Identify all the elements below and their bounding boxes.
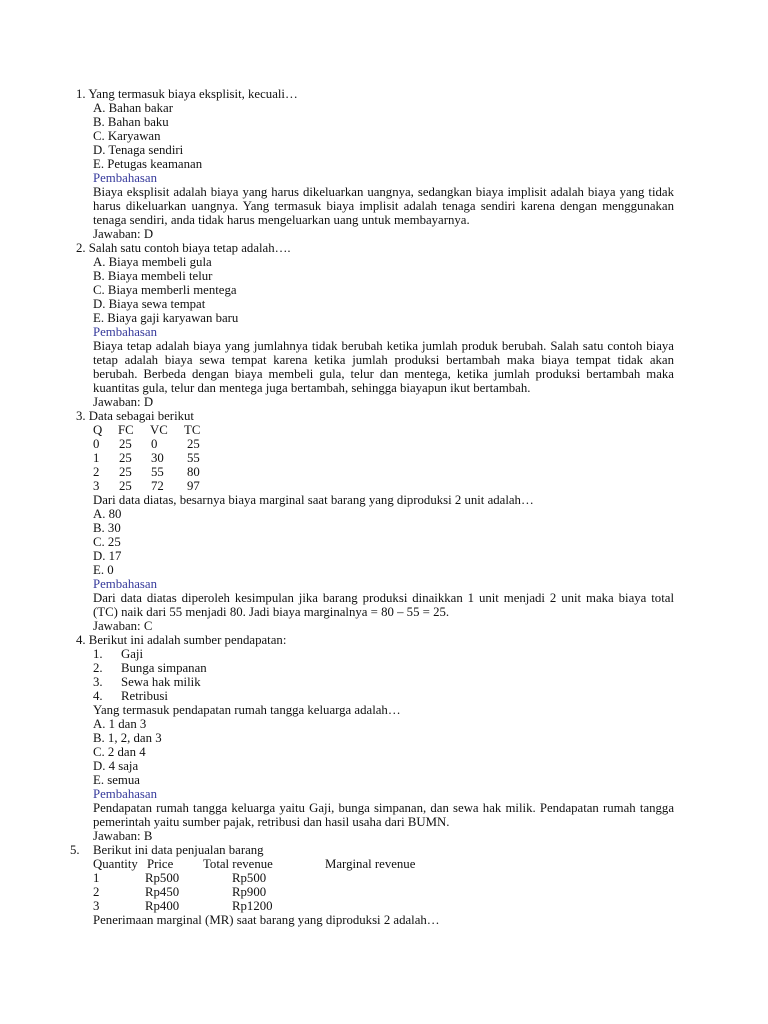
table-cell: Rp900	[232, 885, 267, 899]
answer-option: B. 1, 2, dan 3	[93, 731, 162, 745]
table-header-cell: TC	[184, 423, 201, 437]
answer-key: Jawaban: D	[93, 227, 154, 241]
table-cell: 30	[151, 451, 164, 465]
list-item-text: Gaji	[121, 647, 144, 661]
discussion-line: berubah. Berbeda dengan biaya membeli gula, telur dan mentega, ketika jumlah produksi bertambah maka	[93, 367, 674, 381]
table-cell: Rp400	[145, 899, 180, 913]
answer-option: D. 4 saja	[93, 759, 139, 773]
table-row	[0, 885, 768, 899]
list-item-number: 2.	[93, 661, 103, 675]
question-1	[0, 87, 768, 241]
question-text: Dari data diatas, besarnya biaya marginal saat barang yang diproduksi 2 unit adalah…	[93, 493, 534, 507]
list-item	[0, 661, 768, 675]
list-item-number: 4.	[93, 689, 103, 703]
answer-option: D. 17	[93, 549, 122, 563]
table-cell: 3	[93, 479, 100, 493]
table-row	[0, 465, 768, 479]
question-5	[0, 843, 768, 927]
table-header-cell: Quantity	[93, 857, 138, 871]
table-cell: Rp1200	[232, 899, 273, 913]
discussion-line: tenaga sendiri, anda tidak harus mengeluarkan uang untuk membayarnya.	[93, 213, 470, 227]
answer-option: A. 1 dan 3	[93, 717, 147, 731]
table-cell: 1	[93, 871, 100, 885]
answer-key: Jawaban: C	[93, 619, 153, 633]
answer-option: C. 25	[93, 535, 121, 549]
list-item	[0, 675, 768, 689]
table-cell: Rp500	[232, 871, 267, 885]
discussion-line: (TC) naik dari 55 menjadi 80. Jadi biaya marginalnya = 80 – 55 = 25.	[93, 605, 450, 619]
table-row	[0, 871, 768, 885]
cost-table	[0, 423, 768, 493]
table-header-cell: Total revenue	[203, 857, 273, 871]
answer-option: B. Bahan baku	[93, 115, 169, 129]
question-prompt: 1. Yang termasuk biaya eksplisit, kecuali…	[76, 87, 298, 101]
discussion-label: Pembahasan	[93, 787, 157, 801]
list-item-number: 1.	[93, 647, 103, 661]
table-cell: Rp450	[145, 885, 180, 899]
table-header-cell: Q	[93, 423, 103, 437]
table-row	[0, 899, 768, 913]
table-cell: 0	[151, 437, 158, 451]
discussion-line: Pendapatan rumah tangga keluarga yaitu Gaji, bunga simpanan, dan sewa hak milik. Pendapatan rumah tangga	[93, 801, 674, 815]
answer-option: A. 80	[93, 507, 122, 521]
question-prompt-line	[0, 843, 768, 857]
answer-option: C. 2 dan 4	[93, 745, 146, 759]
answer-option: B. 30	[93, 521, 121, 535]
answer-option: A. Biaya membeli gula	[93, 255, 212, 269]
answer-option: E. semua	[93, 773, 140, 787]
table-row	[0, 437, 768, 451]
answer-option: B. Biaya membeli telur	[93, 269, 213, 283]
table-cell: 25	[187, 437, 200, 451]
income-source-list	[0, 647, 768, 703]
table-cell: 25	[119, 465, 132, 479]
list-item-text: Sewa hak milik	[121, 675, 201, 689]
table-header-cell: Marginal revenue	[325, 857, 416, 871]
answer-option: E. 0	[93, 563, 114, 577]
answer-option: D. Biaya sewa tempat	[93, 297, 206, 311]
answer-option: C. Biaya memberli mentega	[93, 283, 237, 297]
question-4	[0, 633, 768, 843]
discussion-label: Pembahasan	[93, 325, 157, 339]
table-cell: 25	[119, 479, 132, 493]
table-cell: 97	[187, 479, 200, 493]
answer-option: E. Biaya gaji karyawan baru	[93, 311, 239, 325]
answer-option: C. Karyawan	[93, 129, 161, 143]
table-header-row	[0, 857, 768, 871]
answer-option: E. Petugas keamanan	[93, 157, 203, 171]
table-cell: 1	[93, 451, 100, 465]
discussion-line: tetap adalah biaya sewa tempat karena ketika jumlah produksi bertambah maka biaya tempat tidak akan	[93, 353, 674, 367]
discussion-line: Dari data diatas diperoleh kesimpulan jika barang produksi dinaikkan 1 unit menjadi 2 unit maka biaya total	[93, 591, 674, 605]
table-cell: 72	[151, 479, 164, 493]
table-cell: 3	[93, 899, 100, 913]
table-cell: 25	[119, 437, 132, 451]
answer-option: A. Bahan bakar	[93, 101, 173, 115]
table-cell: Rp500	[145, 871, 180, 885]
table-header-cell: VC	[150, 423, 168, 437]
list-item	[0, 689, 768, 703]
discussion-line: Biaya tetap adalah biaya yang jumlahnya tidak berubah ketika jumlah produk berubah. Salah satu contoh biaya	[93, 339, 674, 353]
question-prompt: 2. Salah satu contoh biaya tetap adalah….	[76, 241, 291, 255]
table-cell: 2	[93, 465, 100, 479]
question-prompt: Berikut ini data penjualan barang	[93, 843, 264, 857]
table-header-row	[0, 423, 768, 437]
table-row	[0, 479, 768, 493]
question-3	[0, 409, 768, 633]
answer-key: Jawaban: D	[93, 395, 154, 409]
discussion-label: Pembahasan	[93, 171, 157, 185]
answer-key: Jawaban: B	[93, 829, 153, 843]
list-item-text: Bunga simpanan	[121, 661, 207, 675]
list-item-number: 3.	[93, 675, 103, 689]
question-list	[0, 87, 768, 927]
question-text: Yang termasuk pendapatan rumah tangga keluarga adalah…	[93, 703, 401, 717]
table-cell: 55	[151, 465, 164, 479]
table-cell: 25	[119, 451, 132, 465]
sales-table	[0, 857, 768, 913]
question-number: 5.	[70, 843, 80, 857]
table-header-cell: FC	[118, 423, 134, 437]
answer-option: D. Tenaga sendiri	[93, 143, 184, 157]
question-text: Penerimaan marginal (MR) saat barang yang diproduksi 2 adalah…	[93, 913, 440, 927]
discussion-line: Biaya eksplisit adalah biaya yang harus dikeluarkan uangnya, sedangkan biaya implisit adalah biaya yang tidak	[93, 185, 674, 199]
discussion-label: Pembahasan	[93, 577, 157, 591]
question-prompt: 4. Berikut ini adalah sumber pendapatan:	[76, 633, 287, 647]
table-cell: 2	[93, 885, 100, 899]
discussion-line: kuantitas gula, telur dan mentega juga bertambah, sehingga biayapun ikut bertambah.	[93, 381, 531, 395]
table-header-cell: Price	[147, 857, 174, 871]
table-cell: 55	[187, 451, 200, 465]
table-cell: 0	[93, 437, 100, 451]
list-item-text: Retribusi	[121, 689, 168, 703]
table-cell: 80	[187, 465, 200, 479]
question-2	[0, 241, 768, 409]
question-prompt: 3. Data sebagai berikut	[76, 409, 194, 423]
discussion-line: pemerintah yaitu sumber pajak, retribusi dan hasil usaha dari BUMN.	[93, 815, 450, 829]
table-row	[0, 451, 768, 465]
discussion-line: harus dikeluarkan uangnya. Yang termasuk biaya implisit adalah tenaga sendiri karena dengan menggunakan	[93, 199, 674, 213]
list-item	[0, 647, 768, 661]
